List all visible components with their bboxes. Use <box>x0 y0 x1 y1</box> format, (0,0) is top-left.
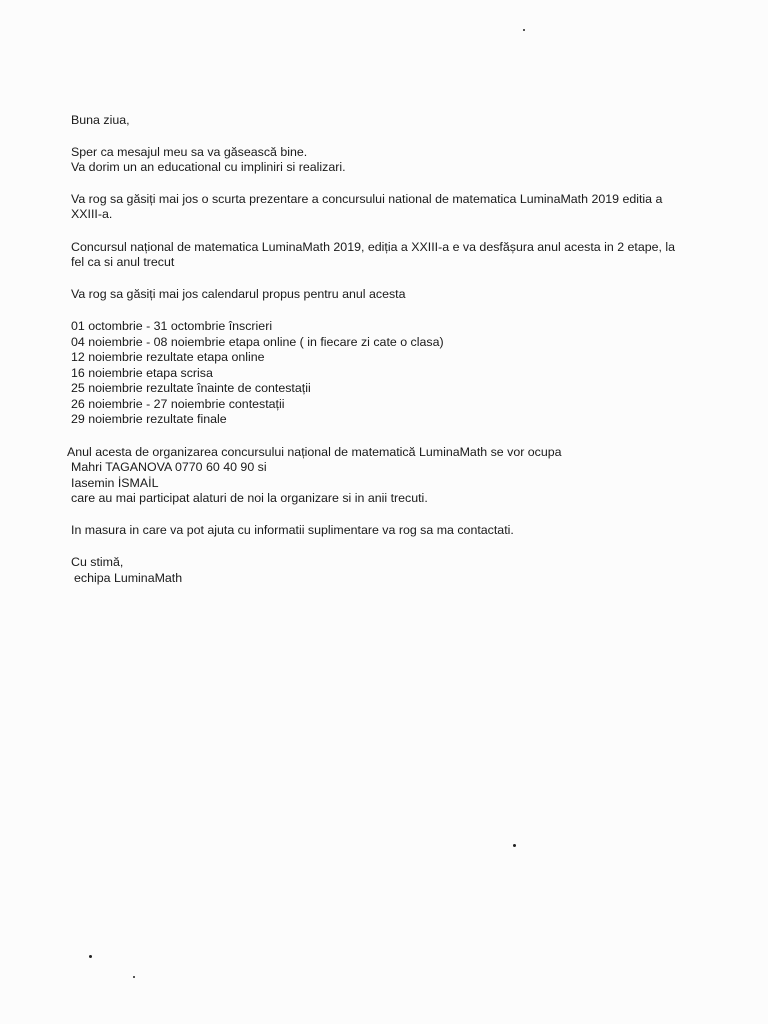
contest-line-1: Concursul național de matematica LuminaMath 2019, ediția a XXIII-a e va desfășura anul acesta in 2 etape, la <box>71 239 676 254</box>
greeting: Buna ziua, <box>71 113 130 127</box>
calendar-item: 26 noiembrie - 27 noiembrie contestații <box>71 396 285 411</box>
intro-line-2: Va dorim un an educational cu impliniri si realizari. <box>71 160 346 174</box>
calendar-item: 29 noiembrie rezultate finale <box>71 412 227 426</box>
scan-speck <box>523 29 525 31</box>
scan-speck <box>89 955 92 958</box>
organizers-line-3: Iasemin İSMAİL <box>71 475 159 490</box>
scan-speck <box>133 976 135 978</box>
signoff: Cu stimă, <box>71 555 124 569</box>
calendar-item: 12 noiembrie rezultate etapa online <box>71 350 265 364</box>
calendar-item: 04 noiembrie - 08 noiembrie etapa online ( in fiecare zi cate o clasa) <box>71 334 444 349</box>
signature: echipa LuminaMath <box>74 570 183 585</box>
calendar-intro: Va rog sa găsiți mai jos calendarul propus pentru anul acesta <box>71 286 406 301</box>
organizers-line-2: Mahri TAGANOVA 0770 60 40 90 si <box>71 460 267 474</box>
contest-line-2: fel ca si anul trecut <box>71 255 175 269</box>
calendar-item: 01 octombrie - 31 octombrie înscrieri <box>71 319 273 333</box>
calendar-item: 16 noiembrie etapa scrisa <box>71 365 213 380</box>
presentation-line-2: XXIII-a. <box>71 207 113 221</box>
closing-note: In masura in care va pot ajuta cu informatii suplimentare va rog sa ma contactati. <box>71 522 514 537</box>
calendar-item: 25 noiembrie rezultate înainte de contestații <box>71 381 311 395</box>
presentation-line-1: Va rog sa găsiți mai jos o scurta prezentare a concursului national de matematica LuminaMath 2019 editia a <box>71 191 663 206</box>
organizers-line-4: care au mai participat alaturi de noi la organizare si in anii trecuti. <box>71 491 428 505</box>
scan-speck <box>513 844 516 847</box>
letter-body <box>67 113 711 586</box>
intro-line-1: Sper ca mesajul meu sa va găsească bine. <box>71 144 308 159</box>
calendar-list <box>71 319 711 428</box>
organizers-line-1: Anul acesta de organizarea concursului național de matematică LuminaMath se vor ocupa <box>67 444 562 459</box>
